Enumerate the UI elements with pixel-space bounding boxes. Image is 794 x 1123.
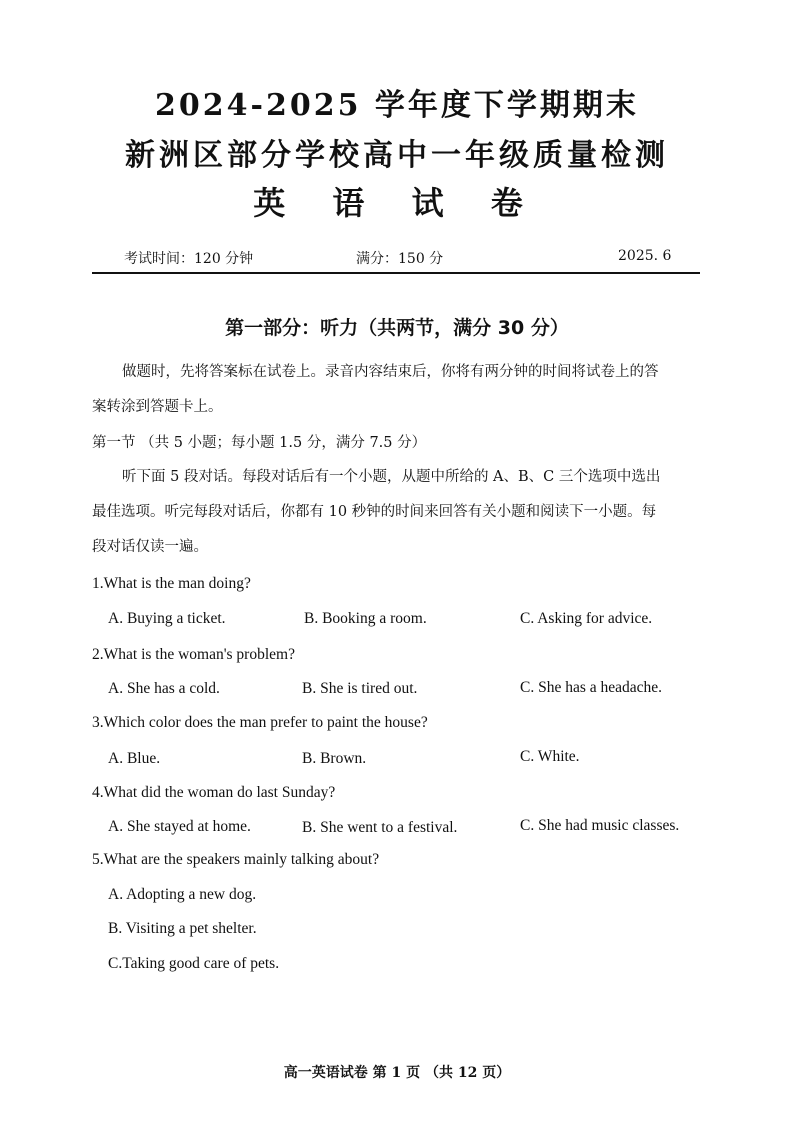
question-1-option-b: B. Booking a room.: [304, 610, 427, 627]
question-1-option-a: A. Buying a ticket.: [108, 610, 226, 627]
question-2-option-b: B. She is tired out.: [302, 680, 418, 697]
part-one-heading: 第一部分：听力（共两节，满分 30 分）: [225, 317, 569, 339]
question-3-stem: 3.Which color does the man prefer to paint the house?: [92, 714, 428, 731]
title-line-3: 英 语 试 卷: [253, 184, 541, 222]
question-5-option-a: A. Adopting a new dog.: [108, 886, 257, 903]
question-2-option-a: A. She has a cold.: [108, 680, 220, 697]
question-1-option-c: C. Asking for advice.: [520, 610, 653, 627]
section1-line-1: 听下面 5 段对话。每段对话后有一个小题，从题中所给的 A、B、C 三个选项中选出: [122, 469, 661, 485]
question-4-option-c: C. She had music classes.: [520, 817, 680, 834]
question-4-stem: 4.What did the woman do last Sunday?: [92, 784, 336, 801]
section1-line-3: 段对话仅读一遍。: [92, 539, 208, 555]
question-4-option-b: B. She went to a festival.: [302, 819, 458, 836]
instructions-line-2: 案转涂到答题卡上。: [92, 399, 223, 415]
section1-heading: 第一节 （共 5 小题；每小题 1.5 分，满分 7.5 分）: [92, 435, 427, 451]
question-3-option-a: A. Blue.: [108, 750, 161, 767]
exam-date: 2025. 6: [618, 248, 672, 264]
question-2-stem: 2.What is the woman's problem?: [92, 646, 295, 663]
question-5-option-b: B. Visiting a pet shelter.: [108, 920, 257, 937]
question-5-stem: 5.What are the speakers mainly talking about?: [92, 851, 380, 868]
question-5-option-c: C.Taking good care of pets.: [108, 955, 280, 972]
question-2-option-c: C. She has a headache.: [520, 679, 663, 696]
title-line-2: 新洲区部分学校高中一年级质量检测: [125, 138, 669, 173]
exam-time: 考试时间：120 分钟: [124, 251, 254, 267]
question-4-option-a: A. She stayed at home.: [108, 818, 251, 835]
instructions-line-1: 做题时，先将答案标在试卷上。录音内容结束后，你将有两分钟的时间将试卷上的答: [122, 364, 659, 380]
question-1-stem: 1.What is the man doing?: [92, 575, 251, 592]
page-footer: 高一英语试卷 第 1 页 （共 12 页）: [283, 1065, 511, 1081]
question-3-option-c: C. White.: [520, 748, 580, 765]
question-3-option-b: B. Brown.: [302, 750, 367, 767]
title-line-1: 2024-2025 学年度下学期期末: [155, 88, 639, 123]
full-score: 满分：150 分: [356, 251, 444, 267]
header-divider: [92, 272, 700, 274]
section1-line-2: 最佳选项。听完每段对话后，你都有 10 秒钟的时间来回答有关小题和阅读下一小题。每: [92, 504, 657, 520]
